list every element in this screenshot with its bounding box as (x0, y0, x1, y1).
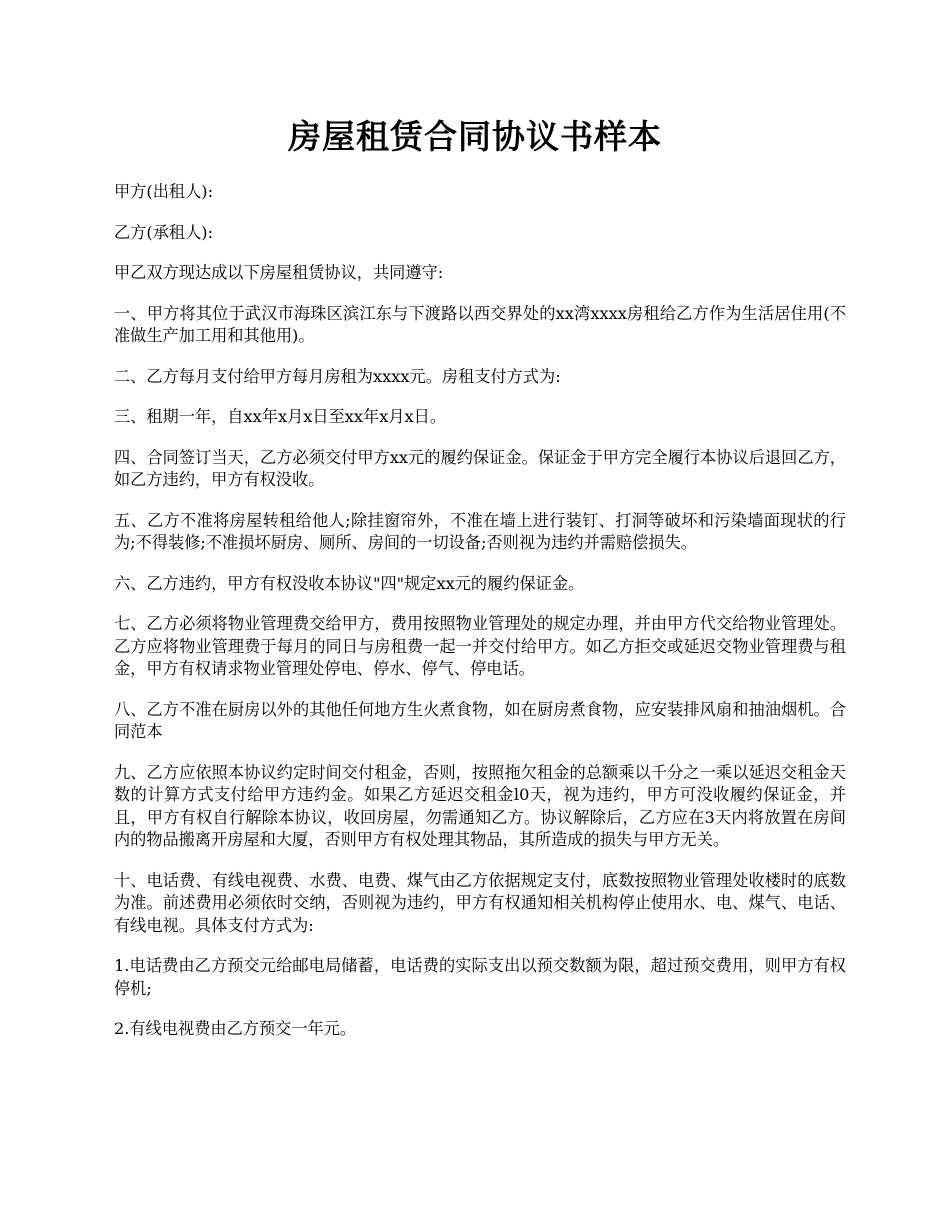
clause-10-item-2: 2.有线电视费由乙方预交一年元。 (114, 1019, 357, 1038)
clause-4: 四、合同签订当天，乙方必须交付甲方xx元的履约保证金。保证金于甲方完全履行本协议后退回乙方，如乙方违约，甲方有权没收。 (114, 447, 846, 489)
agreement-intro: 甲乙双方现达成以下房屋租赁协议，共同遵守: (114, 263, 444, 282)
party-b-line: 乙方(承租人): (114, 222, 214, 242)
clause-10: 十、电话费、有线电视费、水费、电费、煤气由乙方依据规定支付，底数按照物业管理处收楼时的底数为准。前述费用必须依时交纳，否则视为违约，甲方有权通知相关机构停止使用水、电、煤气、电话、有线电视。具体支付方式为: (114, 870, 846, 935)
document-title: 房屋租赁合同协议书样本 (288, 117, 662, 156)
clause-9: 九、乙方应依照本协议约定时间交付租金，否则，按照拖欠租金的总额乘以千分之一乘以延迟交租金天数的计算方式支付给甲方违约金。如果乙方延迟交租金l0天，视为违约，甲方可没收履约保证金，并且，甲方有权自行解除本协议，收回房屋，勿需通知乙方。协议解除后，乙方应在3天内将放置在房间内的物品搬离开房屋和大厦，否则甲方有权处理其物品，其所造成的损失与甲方无关。 (114, 762, 846, 849)
clause-5: 五、乙方不准将房屋转租给他人;除挂窗帘外，不准在墙上进行装钉、打洞等破坏和污染墙面现状的行为;不得装修;不准损坏厨房、厕所、房间的一切设备;否则视为违约并需赔偿损失。 (114, 510, 846, 552)
clause-8: 八、乙方不准在厨房以外的其他任何地方生火煮食物，如在厨房煮食物，应安装排风扇和抽油烟机。合同范本 (114, 699, 846, 741)
clause-3: 三、租期一年，自xx年x月x日至xx年x月x日。 (114, 407, 447, 426)
document-body (114, 181, 846, 1059)
party-a-line: 甲方(出租人): (114, 182, 214, 201)
clause-1: 一、甲方将其位于武汉市海珠区滨江东与下渡路以西交界处的xx湾xxxx房租给乙方作为生活居住用(不准做生产加工用和其他用)。 (114, 303, 846, 345)
clause-2: 二、乙方每月支付给甲方每月房租为xxxx元。房租支付方式为: (114, 366, 561, 386)
clause-7: 七、乙方必须将物业管理费交给甲方，费用按照物业管理处的规定办理，并由甲方代交给物业管理处。乙方应将物业管理费于每月的同日与房租费一起一并交付给甲方。如乙方拒交或延迟交物业管理费与租金，甲方有权请求物业管理处停电、停水、停气、停电话。 (114, 614, 846, 678)
clause-10-item-1: 1.电话费由乙方预交元给邮电局储蓄，电话费的实际支出以预交数额为限，超过预交费用，则甲方有权停机; (114, 956, 846, 998)
clause-6: 六、乙方违约，甲方有权没收本协议"四"规定xx元的履约保证金。 (114, 573, 585, 593)
